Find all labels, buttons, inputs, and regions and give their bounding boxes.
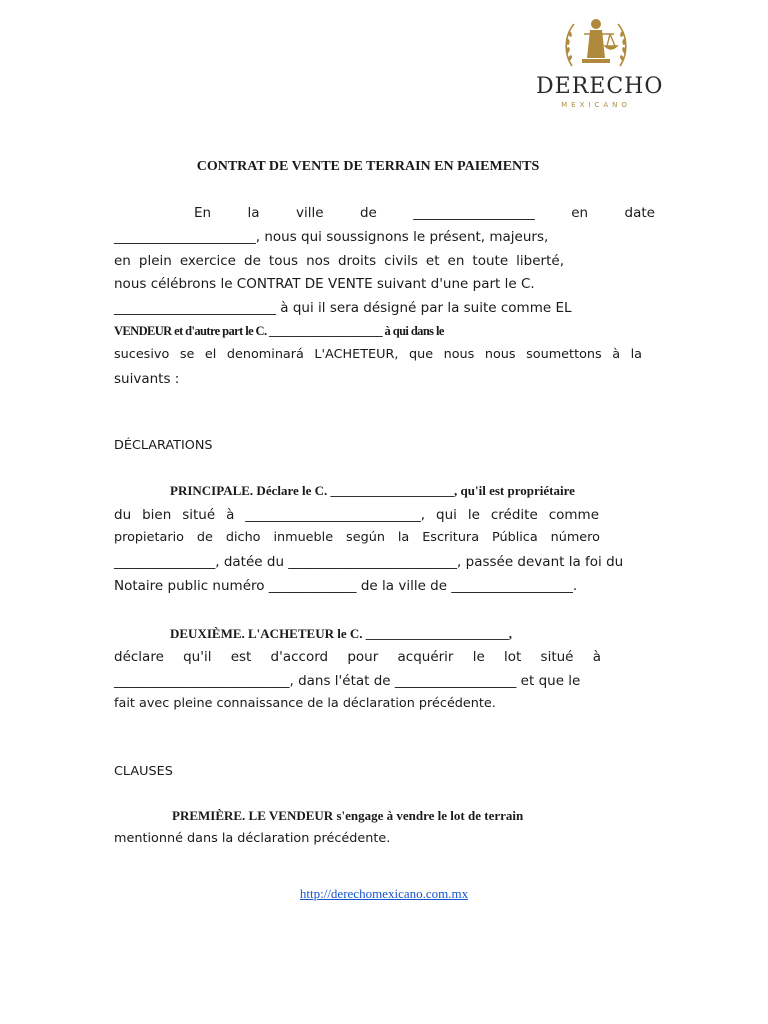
intro-line-5: ________________________ à qui il sera désigné par la suite comme EL xyxy=(114,300,572,316)
intro-line-7: sucesivo se el denominará L'ACHETEUR, que nous nous soumettons à la xyxy=(114,347,642,362)
declaration-principale-line-4: _______________, datée du _________________________, passée devant la foi du xyxy=(114,554,624,570)
logo-title: DERECHO xyxy=(536,74,664,99)
declaration-principale-line-2: du bien situé à __________________________, qui le crédite comme xyxy=(114,507,599,523)
declaration-principale-line-5: Notaire public numéro _____________ de la ville de __________________. xyxy=(114,578,578,594)
clause-premiere-line-2: mentionné dans la déclaration précédente. xyxy=(114,831,391,846)
declaration-deuxieme-line-1: DEUXIÈME. L'ACHETEUR le C. ______________________, xyxy=(170,626,512,641)
intro-line-8: suivants : xyxy=(114,371,180,387)
intro-line-2: _____________________, nous qui soussignons le présent, majeurs, xyxy=(114,229,549,245)
derecho-mexicano-logo xyxy=(536,14,664,109)
website-link[interactable]: http://derechomexicano.com.mx xyxy=(299,886,469,901)
logo-subtitle: MEXICANO xyxy=(561,101,631,109)
declaration-deuxieme-line-2: déclare qu'il est d'accord pour acquérir le lot situé à xyxy=(114,649,601,665)
declaration-principale-line-1: PRINCIPALE. Déclare le C. ___________________, qu'il est propriétaire xyxy=(170,483,575,498)
intro-line-6: VENDEUR et d'autre part le C. ____________________ à qui dans le xyxy=(114,324,444,338)
scales-of-justice-icon xyxy=(562,14,630,74)
declaration-deuxieme-line-3: __________________________, dans l'état de __________________ et que le xyxy=(114,673,581,689)
intro-line-4: nous célébrons le CONTRAT DE VENTE suivant d'une part le C. xyxy=(114,276,535,292)
document-title: CONTRAT DE VENTE DE TERRAIN EN PAIEMENTS xyxy=(196,159,540,174)
intro-line-1: En la ville de __________________ en date xyxy=(194,205,655,221)
clause-premiere-line-1: PREMIÈRE. LE VENDEUR s'engage à vendre le lot de terrain xyxy=(172,808,524,823)
declarations-heading: DÉCLARATIONS xyxy=(114,438,213,453)
declaration-deuxieme-line-4: fait avec pleine connaissance de la déclaration précédente. xyxy=(114,696,496,711)
declaration-principale-line-3: propietario de dicho inmueble según la Escritura Pública número xyxy=(114,530,600,545)
intro-line-3: en plein exercice de tous nos droits civils et en toute liberté, xyxy=(114,253,564,269)
clauses-heading: CLAUSES xyxy=(114,764,173,779)
